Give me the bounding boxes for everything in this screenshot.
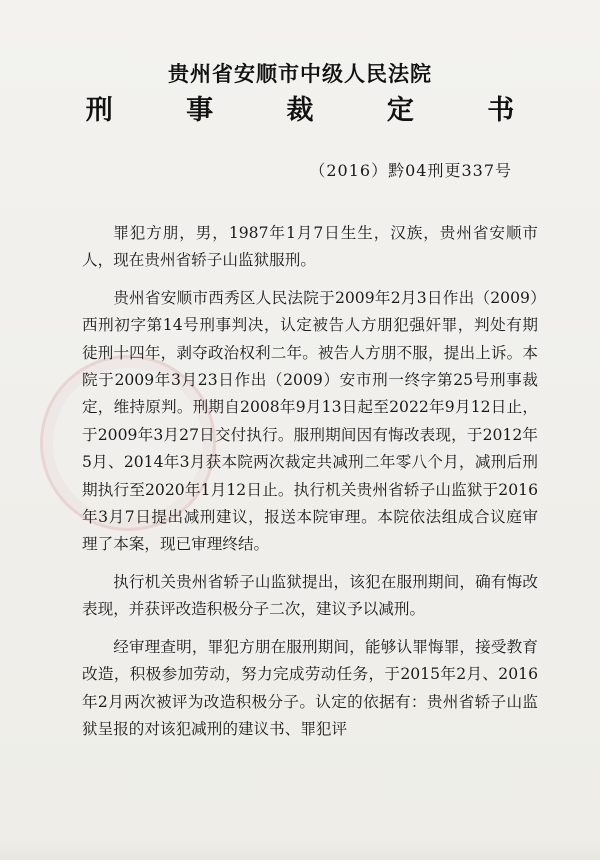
paragraph-findings: 经审理查明，罪犯方朋在服刑期间，能够认罪悔罪，接受教育改造，积极参加劳动，努力完成劳动任务，于2015年2月、2016年2月两次被评为改造积极分子。认定的依据有：贵州省轿子山监狱呈报的对该犯减刑的建议书、罪犯评	[82, 637, 538, 738]
page-bottom-edge	[0, 842, 600, 860]
court-name: 贵州省安顺市中级人民法院	[168, 61, 432, 86]
document-title: 刑 事 裁 定 书	[85, 95, 547, 126]
paragraph-prison-proposal: 执行机关贵州省轿子山监狱提出，该犯在服刑期间，确有悔改表现，并获评改造积极分子二次，建议予以减刑。	[82, 572, 538, 619]
paragraph-case-history: 贵州省安顺市西秀区人民法院于2009年2月3日作出（2009）西刑初字第14号刑事判决，认定被告人方朋犯强奸罪，判处有期徒刑十四年，剥夺政治权利二年。被告人方朋不服，提出上诉。本院于2009年3月23日作出（2009）安市刑一终字第25号刑事裁定，维持原判。刑期自2008年9月13日起至2022年9月12日止，于2009年3月27日交付执行。服刑期间因有悔改表现，于2012年5月、2014年3月获本院两次裁定共减刑二年零八个月，减刑后刑期执行至2020年1月12日止。执行机关贵州省轿子山监狱于2016年3月7日提出减刑建议，报送本院审理。本院依法组成合议庭审理了本案，现已审理终结。	[82, 288, 538, 554]
case-number: （2016）黔04刑更337号	[309, 161, 512, 180]
ruling-body	[82, 220, 538, 751]
paragraph-defendant-info: 罪犯方朋，男，1987年1月7日生生，汉族，贵州省安顺市人，现在贵州省轿子山监狱服刑。	[82, 224, 538, 270]
